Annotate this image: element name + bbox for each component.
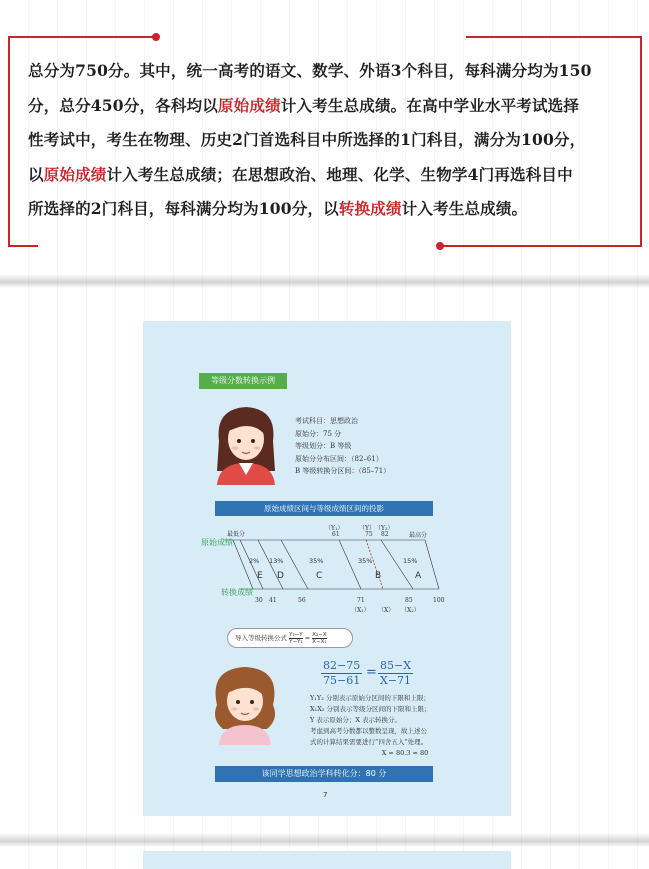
section-divider — [0, 274, 649, 288]
y2-label: （Y₂） — [375, 525, 394, 532]
formula-bubble — [227, 628, 353, 648]
desc-line: Y₁Y₂ 分别表示原始分区间的下限和上限； — [310, 694, 430, 702]
raw-score-row-label: 原始成绩 — [201, 538, 233, 547]
formula-left-num: 82−75 — [323, 659, 361, 672]
bubble-fraction-right — [312, 632, 326, 645]
frac-num: X₂−X — [312, 631, 327, 638]
info-line: B 等级转换分区间：（85–71） — [295, 467, 391, 475]
next-page-image — [143, 851, 511, 869]
highlight-term: 原始成绩 — [43, 164, 107, 184]
example-badge: 等级分数转换示例 — [199, 373, 287, 389]
y2-value: 82 — [381, 531, 389, 538]
converted-score-row-label: 转换成绩 — [221, 588, 253, 597]
intro-paragraph — [28, 54, 632, 227]
paragraph-text: 计入考生总成绩。 — [401, 199, 528, 218]
y1-value: 61 — [332, 531, 340, 538]
bubble-fraction-left — [289, 632, 303, 645]
formula-equals: = — [366, 665, 377, 680]
paragraph-line — [28, 89, 632, 124]
x-label: （X） — [378, 607, 395, 614]
info-line: 原始分分布区间：（82–61） — [295, 454, 383, 463]
info-line: 考试科目：思想政治 — [295, 417, 358, 425]
y1-label: （Y₁） — [325, 525, 344, 532]
bottom-value: 30 — [255, 597, 263, 604]
info-line: 等级划分：B 等级 — [295, 442, 352, 450]
paragraph-text: 以 — [28, 164, 44, 184]
curly-girl-avatar-icon — [207, 659, 283, 745]
y-value: 75 — [365, 531, 373, 538]
max-score-label: 最高分 — [409, 532, 428, 539]
pct-c: 35% — [309, 557, 324, 565]
desc-line: Y 表示原始分；X 表示转换分。 — [310, 716, 402, 724]
exam-info — [295, 415, 390, 478]
grade-c: C — [316, 571, 323, 581]
frac-num: Y₂−Y — [289, 631, 303, 638]
textbook-page-image — [143, 321, 511, 816]
pct-e: 2% — [249, 557, 260, 565]
desc-line: X = 80.3 ≈ 80 — [381, 749, 429, 757]
grade-b: B — [375, 571, 382, 581]
result-bar: 该同学思想政治学科转化分：80 分 — [215, 766, 433, 782]
y-label: （Y） — [359, 525, 375, 532]
info-line: 原始分：75 分 — [295, 429, 342, 438]
frac-den: X−X₁ — [312, 638, 327, 645]
x2-label: （X₂） — [401, 607, 420, 614]
formula-left-fraction — [321, 659, 362, 688]
section-divider — [0, 833, 649, 847]
paragraph-text: 分，总分450分，各科均以 — [28, 95, 218, 115]
formula-description — [310, 693, 500, 759]
bottom-value: 41 — [269, 597, 277, 604]
formula-left-den: 75−61 — [323, 674, 361, 687]
highlight-term: 原始成绩 — [217, 95, 281, 115]
bottom-value: 71 — [357, 597, 365, 604]
paragraph-line — [28, 123, 632, 158]
bottom-value: 100 — [433, 597, 445, 604]
projection-title-bar: 原始成绩区间与等级成绩区间的投影 — [215, 501, 433, 516]
bubble-equals: = — [304, 634, 311, 642]
pct-b: 35% — [358, 557, 373, 565]
bubble-text: 导入等级转换公式 — [235, 634, 287, 642]
bottom-value: 85 — [405, 597, 413, 604]
paragraph-line — [28, 158, 632, 193]
grade-d: D — [277, 571, 284, 581]
paragraph-text: 计入考生总成绩。在高中学业水平考试选择 — [280, 95, 580, 115]
min-score-label: 最低分 — [227, 531, 246, 538]
bottom-value: 56 — [298, 597, 306, 604]
x1-label: （X₁） — [351, 607, 370, 614]
grade-a: A — [415, 571, 422, 581]
desc-line: 式的计算结果需要进行“四舍五入”处理。 — [310, 738, 428, 746]
paragraph-line — [28, 192, 632, 227]
desc-line: 考虑到高考分数都以整数呈现，故上述公 — [310, 727, 427, 735]
girl-avatar-icon — [209, 401, 283, 485]
pct-d: 13% — [269, 557, 284, 565]
pct-a: 15% — [403, 557, 418, 565]
paragraph-text: 性考试中，考生在物理、历史2门首选科目中所选择的1门科目，满分为100分， — [28, 130, 586, 149]
paragraph-text: 计入考生总成绩；在思想政治、地理、化学、生物学4门再选科目中 — [106, 164, 573, 184]
formula-right-num: 85−X — [380, 659, 412, 672]
highlight-term: 转换成绩 — [338, 199, 402, 218]
formula-right-den: X−71 — [380, 674, 412, 687]
paragraph-text: 所选择的2门科目，每科满分均为100分，以 — [28, 199, 339, 218]
formula-right-fraction — [378, 659, 413, 688]
paragraph-line — [28, 54, 632, 89]
page-number: 7 — [323, 791, 328, 799]
desc-line: X₁X₂ 分别表示等级分区间的下限和上限； — [310, 705, 431, 713]
frac-den: Y−Y₁ — [289, 638, 303, 645]
paragraph-text: 总分为750分。其中，统一高考的语文、数学、外语3个科目，每科满分均为150 — [28, 61, 592, 80]
grade-e: E — [257, 571, 263, 581]
